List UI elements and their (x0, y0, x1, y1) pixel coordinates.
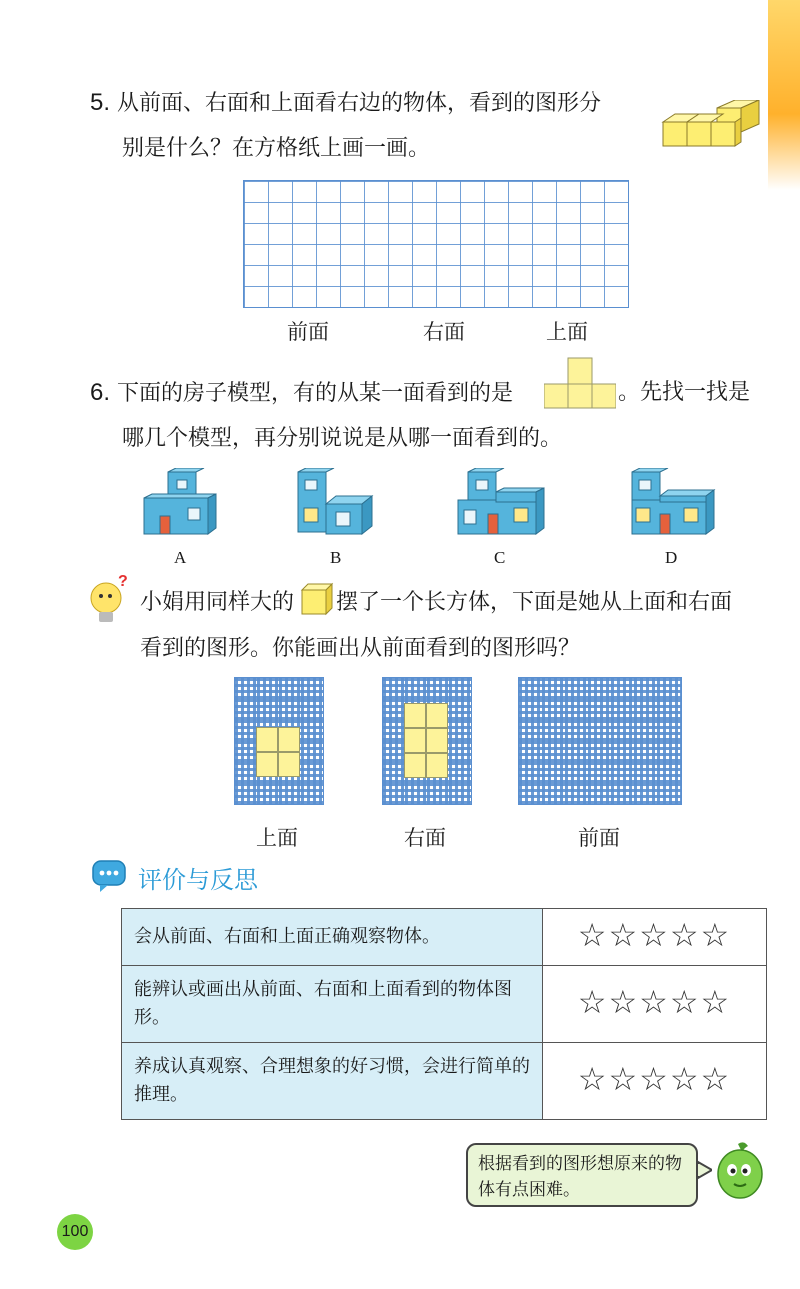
q5-number: 5. (90, 89, 111, 116)
house-model-b (296, 468, 378, 538)
q5-label-front: 前面 (287, 320, 329, 344)
model-label-b: B (330, 548, 342, 567)
speech-bubble: 根据看到的图形想原来的物体有点困难。 (466, 1143, 698, 1207)
t-shape-icon (544, 356, 616, 410)
bubble-tail-icon (698, 1160, 712, 1180)
pepper-mascot-icon (712, 1140, 768, 1206)
model-label-d: D (665, 548, 678, 567)
q5-label-right: 右面 (423, 320, 465, 344)
house-model-a (140, 468, 222, 538)
front-view-grid[interactable] (518, 677, 682, 805)
svg-text:?: ? (118, 573, 128, 590)
eval-criterion: 能辨认或画出从前面、右面和上面看到的物体图形。 (122, 966, 543, 1043)
q5-line2: 别是什么？在方格纸上画一画。 (122, 136, 431, 161)
q5-grid-paper[interactable] (243, 180, 629, 308)
model-label-c: C (494, 548, 506, 567)
think-line2: 看到的图形。你能画出从前面看到的图形吗？ (140, 636, 581, 661)
rating-stars[interactable]: ☆☆☆☆☆ (543, 909, 767, 966)
table-row (122, 1043, 767, 1120)
eval-criterion: 会从前面、右面和上面正确观察物体。 (122, 909, 543, 966)
lightbulb-icon (88, 570, 132, 630)
think-line1a: 小娟用同样大的 (140, 590, 295, 615)
page-number: 100 (57, 1214, 93, 1250)
q6-line1a: 6. 下面的房子模型，有的从某一面看到的是 (90, 379, 514, 406)
rating-stars[interactable]: ☆☆☆☆☆ (543, 966, 767, 1043)
house-model-c (456, 468, 546, 538)
eval-title: 评价与反思 (138, 867, 258, 894)
rating-stars[interactable]: ☆☆☆☆☆ (543, 1043, 767, 1120)
q6-line2: 哪几个模型，再分别说说是从哪一面看到的。 (122, 426, 563, 451)
think-label-top: 上面 (256, 826, 298, 850)
q5-line1: 5. 从前面、右面和上面看右边的物体，看到的图形分 (90, 89, 602, 116)
think-line1b: 摆了一个长方体，下面是她从上面和右面 (336, 590, 733, 615)
q6-number: 6. (90, 379, 111, 406)
table-row (122, 909, 767, 966)
model-label-a: A (174, 548, 187, 567)
eval-table (121, 908, 767, 1120)
q6-line1b: 。先找一找是 (618, 380, 751, 405)
think-label-front: 前面 (578, 826, 620, 850)
chat-bubble-icon (90, 858, 130, 894)
table-row (122, 966, 767, 1043)
cube-model-icon (655, 100, 760, 152)
house-model-d (630, 468, 716, 538)
q5-label-top: 上面 (546, 320, 588, 344)
think-label-right: 右面 (404, 826, 446, 850)
eval-criterion: 养成认真观察、合理想象的好习惯，会进行简单的推理。 (122, 1043, 543, 1120)
page-edge-decoration (768, 0, 800, 190)
small-cube-icon (300, 582, 334, 616)
